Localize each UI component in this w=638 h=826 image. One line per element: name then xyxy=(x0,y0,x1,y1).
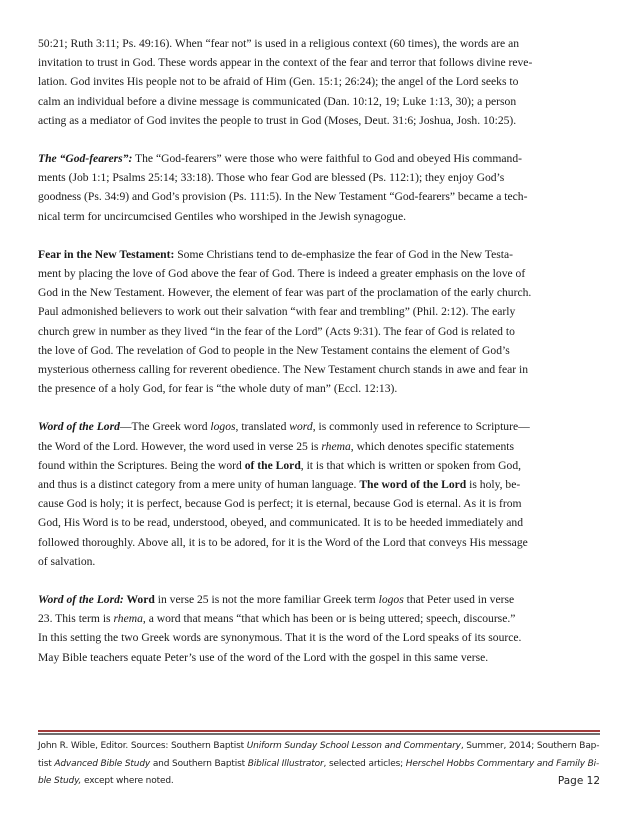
text-line: cause God is holy; it is perfect, because God is perfect; it is eternal, because God is eternal. As it is from xyxy=(38,497,522,511)
footer-line xyxy=(38,756,600,774)
text-line: ments (Job 1:1; Psalms 25:14; 33:18). Those who fear God are blessed (Ps. 112:1); they enjoy God’s xyxy=(38,171,505,185)
text-line xyxy=(38,417,600,436)
text-run: 23. This term is xyxy=(38,612,114,626)
text-run: found within the Scriptures. Being the word xyxy=(38,458,245,472)
text-line xyxy=(38,149,600,168)
text-line: lation. God invites His people not to be afraid of Him (Gen. 15:1; 26:24); the angel of the Lord seeks to xyxy=(38,75,519,89)
footer-text: , selected articles; xyxy=(323,758,406,769)
text-run: is holy, be- xyxy=(466,478,521,492)
section-heading: The “God-fearers”: xyxy=(38,152,133,166)
paragraph-god-fearers xyxy=(38,149,600,226)
italic-term: word xyxy=(289,420,313,434)
text-line: church grew in number as they lived “in the fear of the Lord” (Acts 9:31). The fear of God is related to xyxy=(38,324,515,338)
section-heading: Fear in the New Testament: xyxy=(38,247,175,261)
text-line: In this setting the two Greek words are synonymous. That it is the word of the Lord speaks of its source. xyxy=(38,631,522,645)
footer-line xyxy=(38,738,600,756)
footer-source-title: ble Study, xyxy=(38,776,82,786)
bold-phrase: The word of the Lord xyxy=(359,478,467,492)
text-line: Paul admonished believers to work out their salvation “with fear and trembling” (Phil. 2:12). The early xyxy=(38,305,516,319)
footer-text: and Southern Baptist xyxy=(150,758,248,769)
text-run: in verse 25 is not the more familiar Greek term xyxy=(154,593,379,607)
text-line: followed thoroughly. Above all, it is to be adored, for it is the Word of the Lord that conveys His message xyxy=(38,535,528,549)
bold-phrase: Word xyxy=(123,593,155,607)
footer-source-title: Advanced Bible Study xyxy=(54,758,151,769)
footer-text: John R. Wible, Editor. Sources: Southern Baptist xyxy=(38,741,247,751)
page-number: Page 12 xyxy=(557,775,600,787)
text-line: of salvation. xyxy=(38,554,96,568)
paragraph-word-of-the-lord-2 xyxy=(38,590,600,667)
greek-term: logos xyxy=(210,420,236,434)
footer-source-title: Herschel Hobbs Commentary and Family Bi- xyxy=(405,758,600,769)
text-line: invitation to trust in God. These words appear in the context of the fear and terror that follows divine reve- xyxy=(38,56,533,70)
greek-term: logos xyxy=(378,593,404,607)
text-line xyxy=(38,609,600,628)
footer-line xyxy=(38,773,600,791)
text-line xyxy=(38,456,600,475)
text-run: a word that means “that which has been or is being uttered; speech, discourse.” xyxy=(145,612,516,626)
footer-source-title: Biblical Illustrator xyxy=(247,758,324,769)
text-line: calm an individual before a divine message is communicated (Dan. 10:12, 19; Luke 1:13, 30); a person xyxy=(38,94,517,108)
text-line: God in the New Testament. However, the element of fear was part of the proclamation of the early church. xyxy=(38,286,532,300)
footer-rule-top xyxy=(38,730,600,732)
bold-phrase: of the Lord xyxy=(244,458,301,472)
text-run: that Peter used in verse xyxy=(403,593,515,607)
text-line xyxy=(38,475,600,494)
text-line: mysterious otherness calling for reverent obedience. The New Testament church stands in awe and fear in xyxy=(38,363,529,377)
text-run: Some Christians tend to de-emphasize the fear of God in the New Testa- xyxy=(174,247,513,261)
text-line: the presence of a holy God, for fear is “the whole duty of man” (Eccl. 12:13). xyxy=(38,382,398,396)
text-run: , translated xyxy=(235,420,290,434)
footer-rule-bottom xyxy=(38,733,600,735)
text-line xyxy=(38,590,600,609)
text-line xyxy=(38,245,600,264)
footer-text: except where noted. xyxy=(81,776,174,786)
text-run: , it is that which is written or spoken from God, xyxy=(300,458,522,472)
text-line: goodness (Ps. 34:9) and God’s provision (Ps. 111:5). In the New Testament “God-fearers” became a tech- xyxy=(38,190,528,204)
text-run: , is commonly used in reference to Scripture— xyxy=(312,420,530,434)
text-run: The “God-fearers” were those who were faithful to God and obeyed His command- xyxy=(132,152,522,166)
text-run: —The Greek word xyxy=(119,420,211,434)
section-heading: Word of the Lord: xyxy=(38,593,124,607)
text-line: May Bible teachers equate Peter’s use of the word of the Lord with the gospel in this same verse. xyxy=(38,650,489,664)
paragraph-word-of-the-lord xyxy=(38,417,600,571)
text-run: , which denotes specific statements xyxy=(350,439,514,453)
page-footer xyxy=(38,738,600,791)
text-line: the love of God. The revelation of God to people in the New Testament contains the element of God’s xyxy=(38,343,510,357)
section-heading: Word of the Lord xyxy=(38,420,120,434)
document-body xyxy=(38,34,600,686)
paragraph-fear-new-testament xyxy=(38,245,600,399)
footer-text: tist xyxy=(38,758,55,769)
text-run: and thus is a distinct category from a mere unity of human language. xyxy=(38,478,360,492)
paragraph-fear-not xyxy=(38,34,600,130)
text-line: nical term for uncircumcised Gentiles who worshiped in the Jewish synagogue. xyxy=(38,209,407,223)
text-line xyxy=(38,437,600,456)
text-line: God, His Word is to be read, understood, obeyed, and communicated. It is to be heeded immediately and xyxy=(38,516,524,530)
footer-text: , Summer, 2014; Southern Bap- xyxy=(460,741,600,751)
greek-term: rhema, xyxy=(113,612,146,626)
text-line: ment by placing the love of God above the fear of God. There is indeed a greater emphasis on the love of xyxy=(38,267,526,281)
footer-source-title: Uniform Sunday School Lesson and Commentary xyxy=(246,741,461,751)
text-run: the Word of the Lord. However, the word used in verse 25 is xyxy=(38,439,322,453)
greek-term: rhema xyxy=(321,439,351,453)
text-line: 50:21; Ruth 3:11; Ps. 49:16). When “fear not” is used in a religious context (60 times), the words are an xyxy=(38,37,520,50)
text-line: acting as a mediator of God invites the people to trust in God (Moses, Deut. 31:6; Joshua, Josh. 10:25). xyxy=(38,113,517,127)
